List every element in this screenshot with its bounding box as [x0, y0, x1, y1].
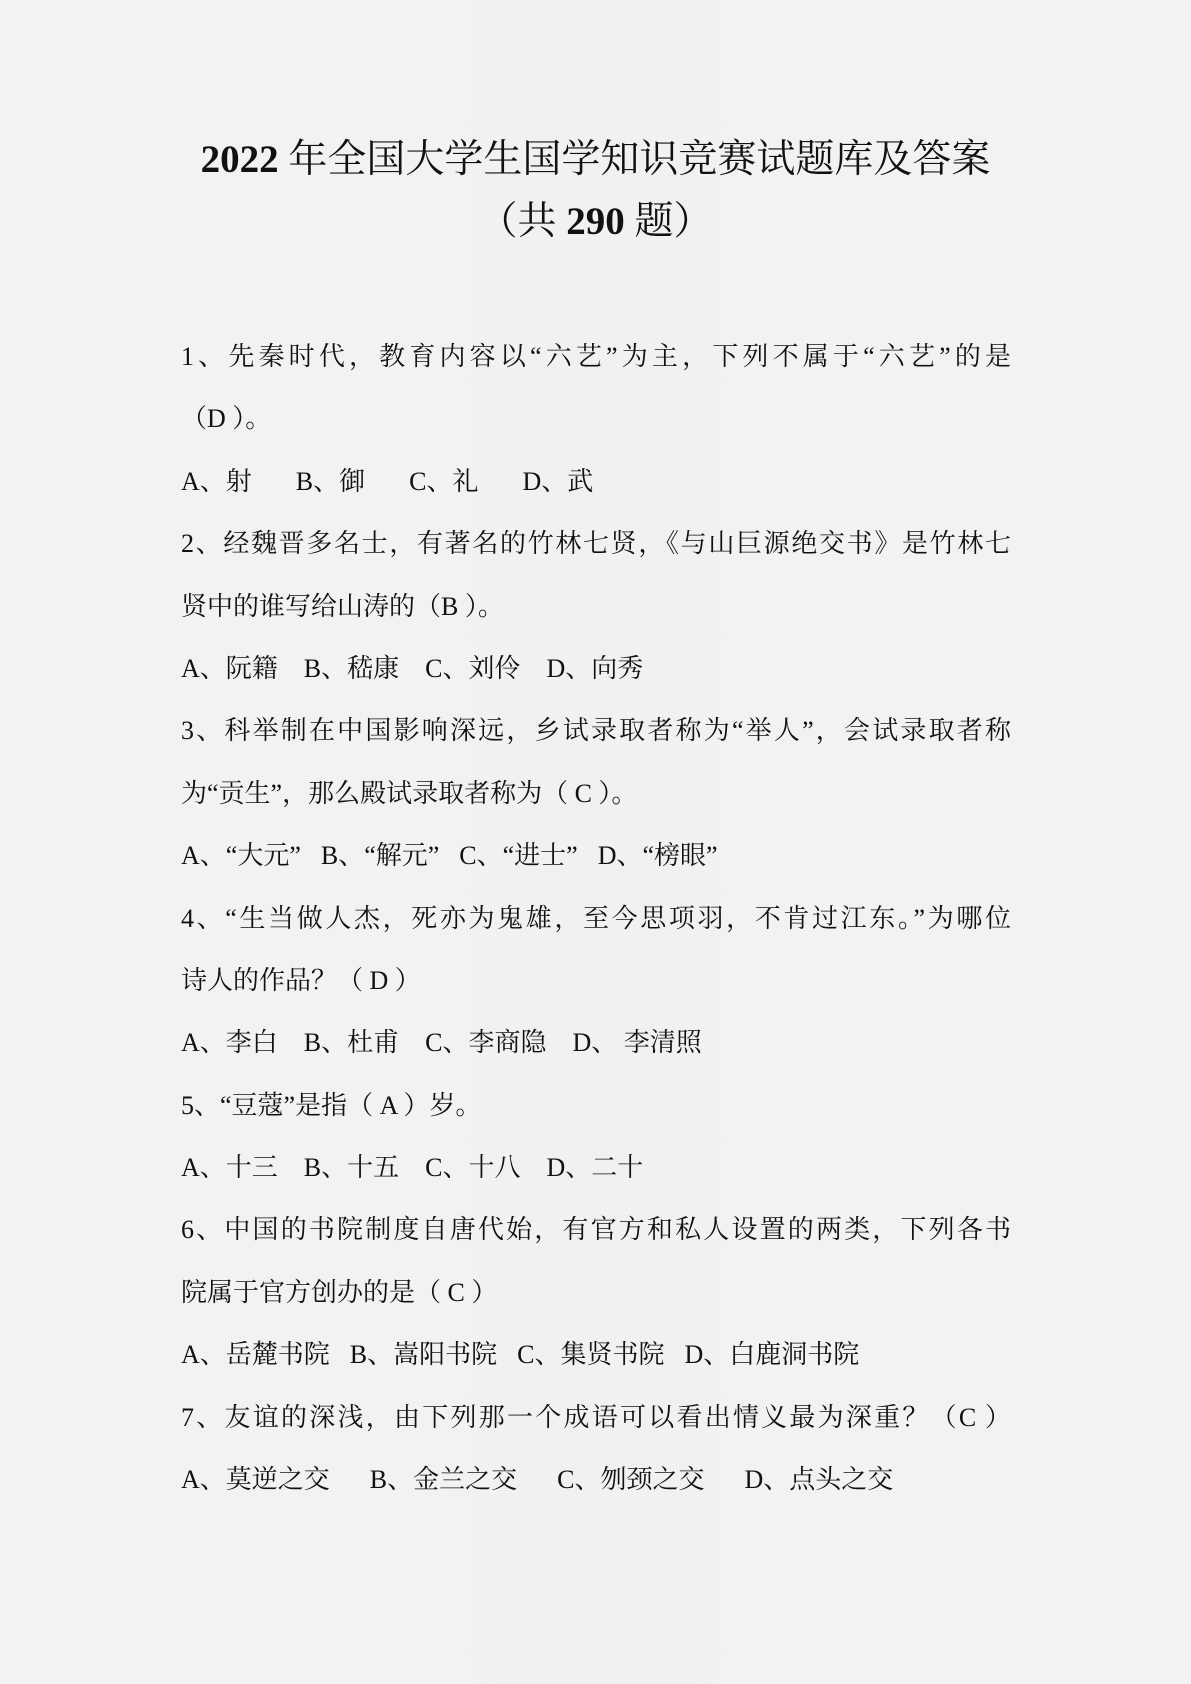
option-c: C、十八 — [425, 1153, 521, 1183]
question-stem-line: 3、科举制在中国影响深远，乡试录取者称为“举人”，会试录取者称 — [181, 716, 1011, 746]
option-b: B、“解元” — [320, 841, 440, 871]
document-title — [0, 129, 1191, 191]
question-list — [181, 326, 1011, 1511]
option-d: D、二十 — [546, 1153, 644, 1183]
question-options — [181, 1449, 1011, 1511]
question-6 — [181, 1199, 1011, 1386]
question-options — [181, 1012, 1011, 1074]
question-stem-line: 1、先秦时代，教育内容以“六艺”为主，下列不属于“六艺”的是 — [181, 342, 1011, 371]
option-b: B、金兰之交 — [369, 1465, 518, 1495]
subtitle-close: 题） — [624, 200, 713, 243]
option-d: D、点头之交 — [744, 1465, 894, 1495]
question-2 — [181, 513, 1011, 700]
option-c: C、礼 — [409, 466, 479, 496]
option-a: A、十三 — [181, 1153, 278, 1183]
option-b: B、嵇康 — [303, 653, 400, 683]
option-c: C、李商隐 — [425, 1028, 547, 1058]
question-stem-line: 院属于官方创办的是（ C ） — [181, 1277, 498, 1307]
option-a: A、莫逆之交 — [181, 1465, 330, 1495]
option-d: D、“榜眼” — [597, 841, 718, 871]
document-subtitle — [0, 191, 1191, 253]
title-year: 2022 — [200, 138, 279, 181]
question-options — [181, 1137, 1011, 1199]
question-stem-line: 5、“豆蔻”是指（ A ）岁。 — [181, 1090, 482, 1120]
option-c: C、集贤书院 — [517, 1340, 665, 1370]
question-1 — [181, 326, 1011, 513]
option-a: A、射 — [181, 466, 252, 496]
question-stem-line: 2、经魏晋多名士，有著名的竹林七贤，《与山巨源绝交书》是竹林七 — [181, 529, 1011, 559]
subtitle-count: 290 — [566, 200, 625, 243]
question-stem-line: 6、中国的书院制度自唐代始，有官方和私人设置的两类，下列各书 — [181, 1215, 1011, 1245]
option-c: C、刎颈之交 — [557, 1465, 705, 1495]
question-options — [181, 825, 1011, 887]
option-b: B、杜甫 — [303, 1028, 400, 1058]
option-d: D、向秀 — [546, 653, 644, 683]
option-b: B、嵩阳书院 — [349, 1340, 498, 1370]
option-d: D、 李清照 — [572, 1028, 702, 1058]
title-text: 年全国大学生国学知识竞赛试题库及答案 — [278, 138, 991, 181]
option-a: A、阮籍 — [181, 653, 278, 683]
question-options — [181, 451, 1011, 513]
option-b: B、十五 — [303, 1153, 400, 1183]
question-stem-line: 7、友谊的深浅，由下列那一个成语可以看出情义最为深重？（C ） — [181, 1402, 1011, 1432]
question-stem-line: 诗人的作品？（ D ） — [181, 965, 421, 995]
option-a: A、李白 — [181, 1028, 278, 1058]
subtitle-open: （共 — [478, 200, 567, 243]
option-d: D、武 — [522, 466, 594, 496]
question-5 — [181, 1075, 1011, 1200]
question-stem-line: 4、“生当做人杰，死亦为鬼雄，至今思项羽，不肯过江东。”为哪位 — [181, 903, 1011, 933]
question-3 — [181, 700, 1011, 887]
question-options — [181, 638, 1011, 700]
question-stem-line: 贤中的谁写给山涛的（B ）。 — [181, 591, 504, 621]
question-stem-line: （D ）。 — [181, 404, 272, 434]
option-c: C、刘伶 — [425, 653, 521, 683]
question-4 — [181, 888, 1011, 1075]
option-a: A、“大元” — [181, 841, 301, 871]
option-b: B、御 — [295, 466, 366, 496]
option-c: C、“进士” — [459, 841, 578, 871]
question-stem-line: 为“贡生”，那么殿试录取者称为（ C ）。 — [181, 778, 638, 808]
option-a: A、岳麓书院 — [181, 1340, 330, 1370]
option-d: D、白鹿洞书院 — [684, 1340, 860, 1370]
question-7 — [181, 1387, 1011, 1512]
question-options — [181, 1324, 1011, 1386]
document-header — [0, 129, 1191, 253]
